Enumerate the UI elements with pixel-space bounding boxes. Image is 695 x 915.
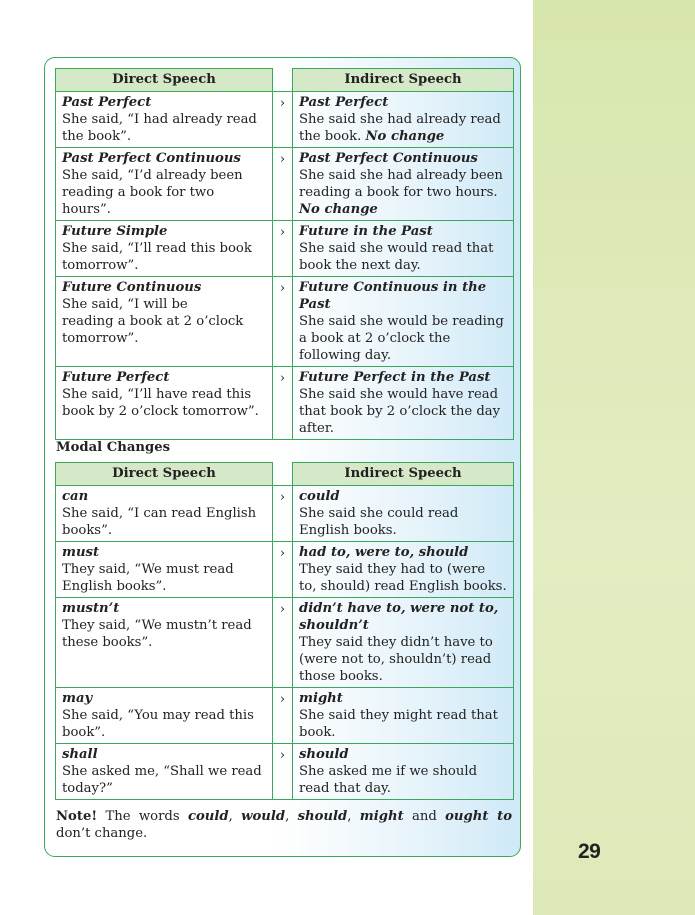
indirect-example-line: a book at 2 o’clock the bbox=[299, 331, 451, 346]
direct-example-line: reading a book for two bbox=[62, 185, 215, 200]
indirect-form: could bbox=[299, 489, 340, 504]
indirect-form: didn’t have to, were not to, bbox=[299, 601, 499, 616]
direct-form: Future Continuous bbox=[62, 280, 202, 295]
indirect-speech-cell bbox=[293, 367, 514, 440]
indirect-speech-cell bbox=[293, 542, 514, 598]
indirect-speech-cell bbox=[293, 221, 514, 277]
direct-example-line: hours”. bbox=[62, 202, 111, 217]
direct-example-line: English books”. bbox=[62, 579, 167, 594]
direct-speech-cell bbox=[56, 486, 273, 542]
note-label: Note! bbox=[56, 809, 98, 824]
indirect-example-line: after. bbox=[299, 421, 334, 436]
table-row bbox=[56, 92, 514, 148]
arrow-icon: › bbox=[273, 486, 293, 542]
direct-example-line: She said, “I’ll read this book bbox=[62, 241, 252, 256]
no-change-note: No change bbox=[299, 202, 378, 217]
direct-form: Past Perfect bbox=[62, 95, 152, 110]
indirect-form: Future Continuous in the Past bbox=[299, 280, 487, 312]
indirect-form: should bbox=[299, 747, 349, 762]
direct-example-line: She said, “I’d already been bbox=[62, 168, 243, 183]
section-title: Modal Changes bbox=[56, 440, 171, 455]
indirect-example-line: She said she had already been bbox=[299, 168, 503, 183]
indirect-speech-header: Indirect Speech bbox=[293, 69, 514, 92]
tense-changes-table bbox=[55, 68, 514, 440]
direct-example-line: reading a book at 2 o’clock bbox=[62, 314, 244, 329]
indirect-form: Future Perfect in the Past bbox=[299, 370, 491, 385]
arrow-icon: › bbox=[273, 688, 293, 744]
indirect-example-line: English books. bbox=[299, 523, 397, 538]
direct-speech-header: Direct Speech bbox=[56, 69, 273, 92]
arrow-icon: › bbox=[273, 92, 293, 148]
direct-example-line: She said, “I had already read bbox=[62, 112, 257, 127]
direct-form: Future Simple bbox=[62, 224, 168, 239]
note: Note! The words could, would, should, might and ought to don’t change. bbox=[56, 809, 513, 841]
indirect-example-line: (were not to, shouldn’t) read bbox=[299, 652, 492, 667]
table-row bbox=[56, 542, 514, 598]
arrow-icon: › bbox=[273, 148, 293, 221]
modal-changes-table bbox=[55, 462, 514, 800]
direct-example-line: today?” bbox=[62, 781, 113, 796]
direct-example-line: She asked me, “Shall we read bbox=[62, 764, 262, 779]
indirect-example-line: the book. No change bbox=[299, 129, 445, 144]
indirect-example-line: book. bbox=[299, 725, 336, 740]
table-row bbox=[56, 277, 514, 367]
table-row bbox=[56, 486, 514, 542]
table-row bbox=[56, 688, 514, 744]
direct-speech-cell bbox=[56, 148, 273, 221]
direct-speech-cell bbox=[56, 744, 273, 800]
table-row bbox=[56, 598, 514, 688]
direct-speech-cell bbox=[56, 92, 273, 148]
indirect-example-line: following day. bbox=[299, 348, 392, 363]
indirect-example-line: She asked me if we should bbox=[299, 764, 478, 779]
indirect-form: had to, were to, should bbox=[299, 545, 469, 560]
direct-speech-header: Direct Speech bbox=[56, 463, 273, 486]
indirect-form: Past Perfect bbox=[299, 95, 389, 110]
indirect-example-line: She said she would be reading bbox=[299, 314, 504, 329]
indirect-speech-cell bbox=[293, 486, 514, 542]
direct-form: Future Perfect bbox=[62, 370, 170, 385]
note-word: might bbox=[359, 809, 404, 824]
table-row bbox=[56, 744, 514, 800]
direct-speech-cell bbox=[56, 367, 273, 440]
indirect-speech-cell bbox=[293, 598, 514, 688]
direct-example-line: the book”. bbox=[62, 129, 132, 144]
table-row bbox=[56, 221, 514, 277]
indirect-example-line: to, should) read English books. bbox=[299, 579, 507, 594]
arrow-icon: › bbox=[273, 542, 293, 598]
no-change-note: No change bbox=[365, 129, 445, 144]
note-word: ought to bbox=[445, 809, 513, 824]
side-color-strip bbox=[533, 0, 695, 915]
indirect-example-line: She said she had already read bbox=[299, 112, 501, 127]
direct-example-line: these books”. bbox=[62, 635, 153, 650]
indirect-form: might bbox=[299, 691, 343, 706]
indirect-speech-header: Indirect Speech bbox=[293, 463, 514, 486]
note-word: should bbox=[297, 809, 348, 824]
indirect-form: shouldn’t bbox=[299, 618, 369, 633]
direct-example-line: books”. bbox=[62, 523, 113, 538]
direct-form: must bbox=[62, 545, 100, 560]
arrow-icon: › bbox=[273, 598, 293, 688]
indirect-example-line: She said she would read that bbox=[299, 241, 494, 256]
indirect-example-line: They said they had to (were bbox=[299, 562, 486, 577]
arrow-icon: › bbox=[273, 277, 293, 367]
direct-example-line: book”. bbox=[62, 725, 106, 740]
arrow-icon: › bbox=[273, 221, 293, 277]
direct-example-line: She said, “I will be bbox=[62, 297, 188, 312]
indirect-speech-cell bbox=[293, 688, 514, 744]
direct-example-line: They said, “We must read bbox=[62, 562, 234, 577]
arrow-icon: › bbox=[273, 744, 293, 800]
direct-example-line: She said, “You may read this bbox=[62, 708, 254, 723]
indirect-example-line: She said she could read bbox=[299, 506, 459, 521]
indirect-speech-cell bbox=[293, 744, 514, 800]
direct-example-line: They said, “We mustn’t read bbox=[62, 618, 252, 633]
indirect-example-line: those books. bbox=[299, 669, 383, 684]
direct-speech-cell bbox=[56, 688, 273, 744]
indirect-form: Future in the Past bbox=[299, 224, 433, 239]
direct-example-line: tomorrow”. bbox=[62, 331, 139, 346]
direct-speech-cell bbox=[56, 598, 273, 688]
indirect-example-line: book the next day. bbox=[299, 258, 421, 273]
indirect-speech-cell bbox=[293, 148, 514, 221]
indirect-form: Past Perfect Continuous bbox=[299, 151, 478, 166]
direct-form: Past Perfect Continuous bbox=[62, 151, 241, 166]
indirect-example-line: They said they didn’t have to bbox=[299, 635, 493, 650]
table-row bbox=[56, 148, 514, 221]
indirect-speech-cell bbox=[293, 92, 514, 148]
direct-form: can bbox=[62, 489, 89, 504]
indirect-example-line: reading a book for two hours. bbox=[299, 185, 498, 200]
arrow-icon: › bbox=[273, 367, 293, 440]
indirect-speech-cell bbox=[293, 277, 514, 367]
direct-example-line: She said, “I’ll have read this bbox=[62, 387, 252, 402]
page-number: 29 bbox=[578, 840, 601, 863]
direct-form: shall bbox=[62, 747, 98, 762]
direct-example-line: tomorrow”. bbox=[62, 258, 139, 273]
indirect-example-line: that book by 2 o’clock the day bbox=[299, 404, 501, 419]
direct-example-line: book by 2 o’clock tomorrow”. bbox=[62, 404, 259, 419]
note-word: would bbox=[241, 809, 286, 824]
direct-speech-cell bbox=[56, 221, 273, 277]
direct-speech-cell bbox=[56, 277, 273, 367]
direct-form: mustn’t bbox=[62, 601, 120, 616]
note-word: could bbox=[187, 809, 229, 824]
indirect-example-line: She said they might read that bbox=[299, 708, 498, 723]
direct-example-line: She said, “I can read English bbox=[62, 506, 257, 521]
indirect-example-line: read that day. bbox=[299, 781, 391, 796]
table-row bbox=[56, 367, 514, 440]
indirect-example-line: She said she would have read bbox=[299, 387, 499, 402]
direct-form: may bbox=[62, 691, 93, 706]
direct-speech-cell bbox=[56, 542, 273, 598]
